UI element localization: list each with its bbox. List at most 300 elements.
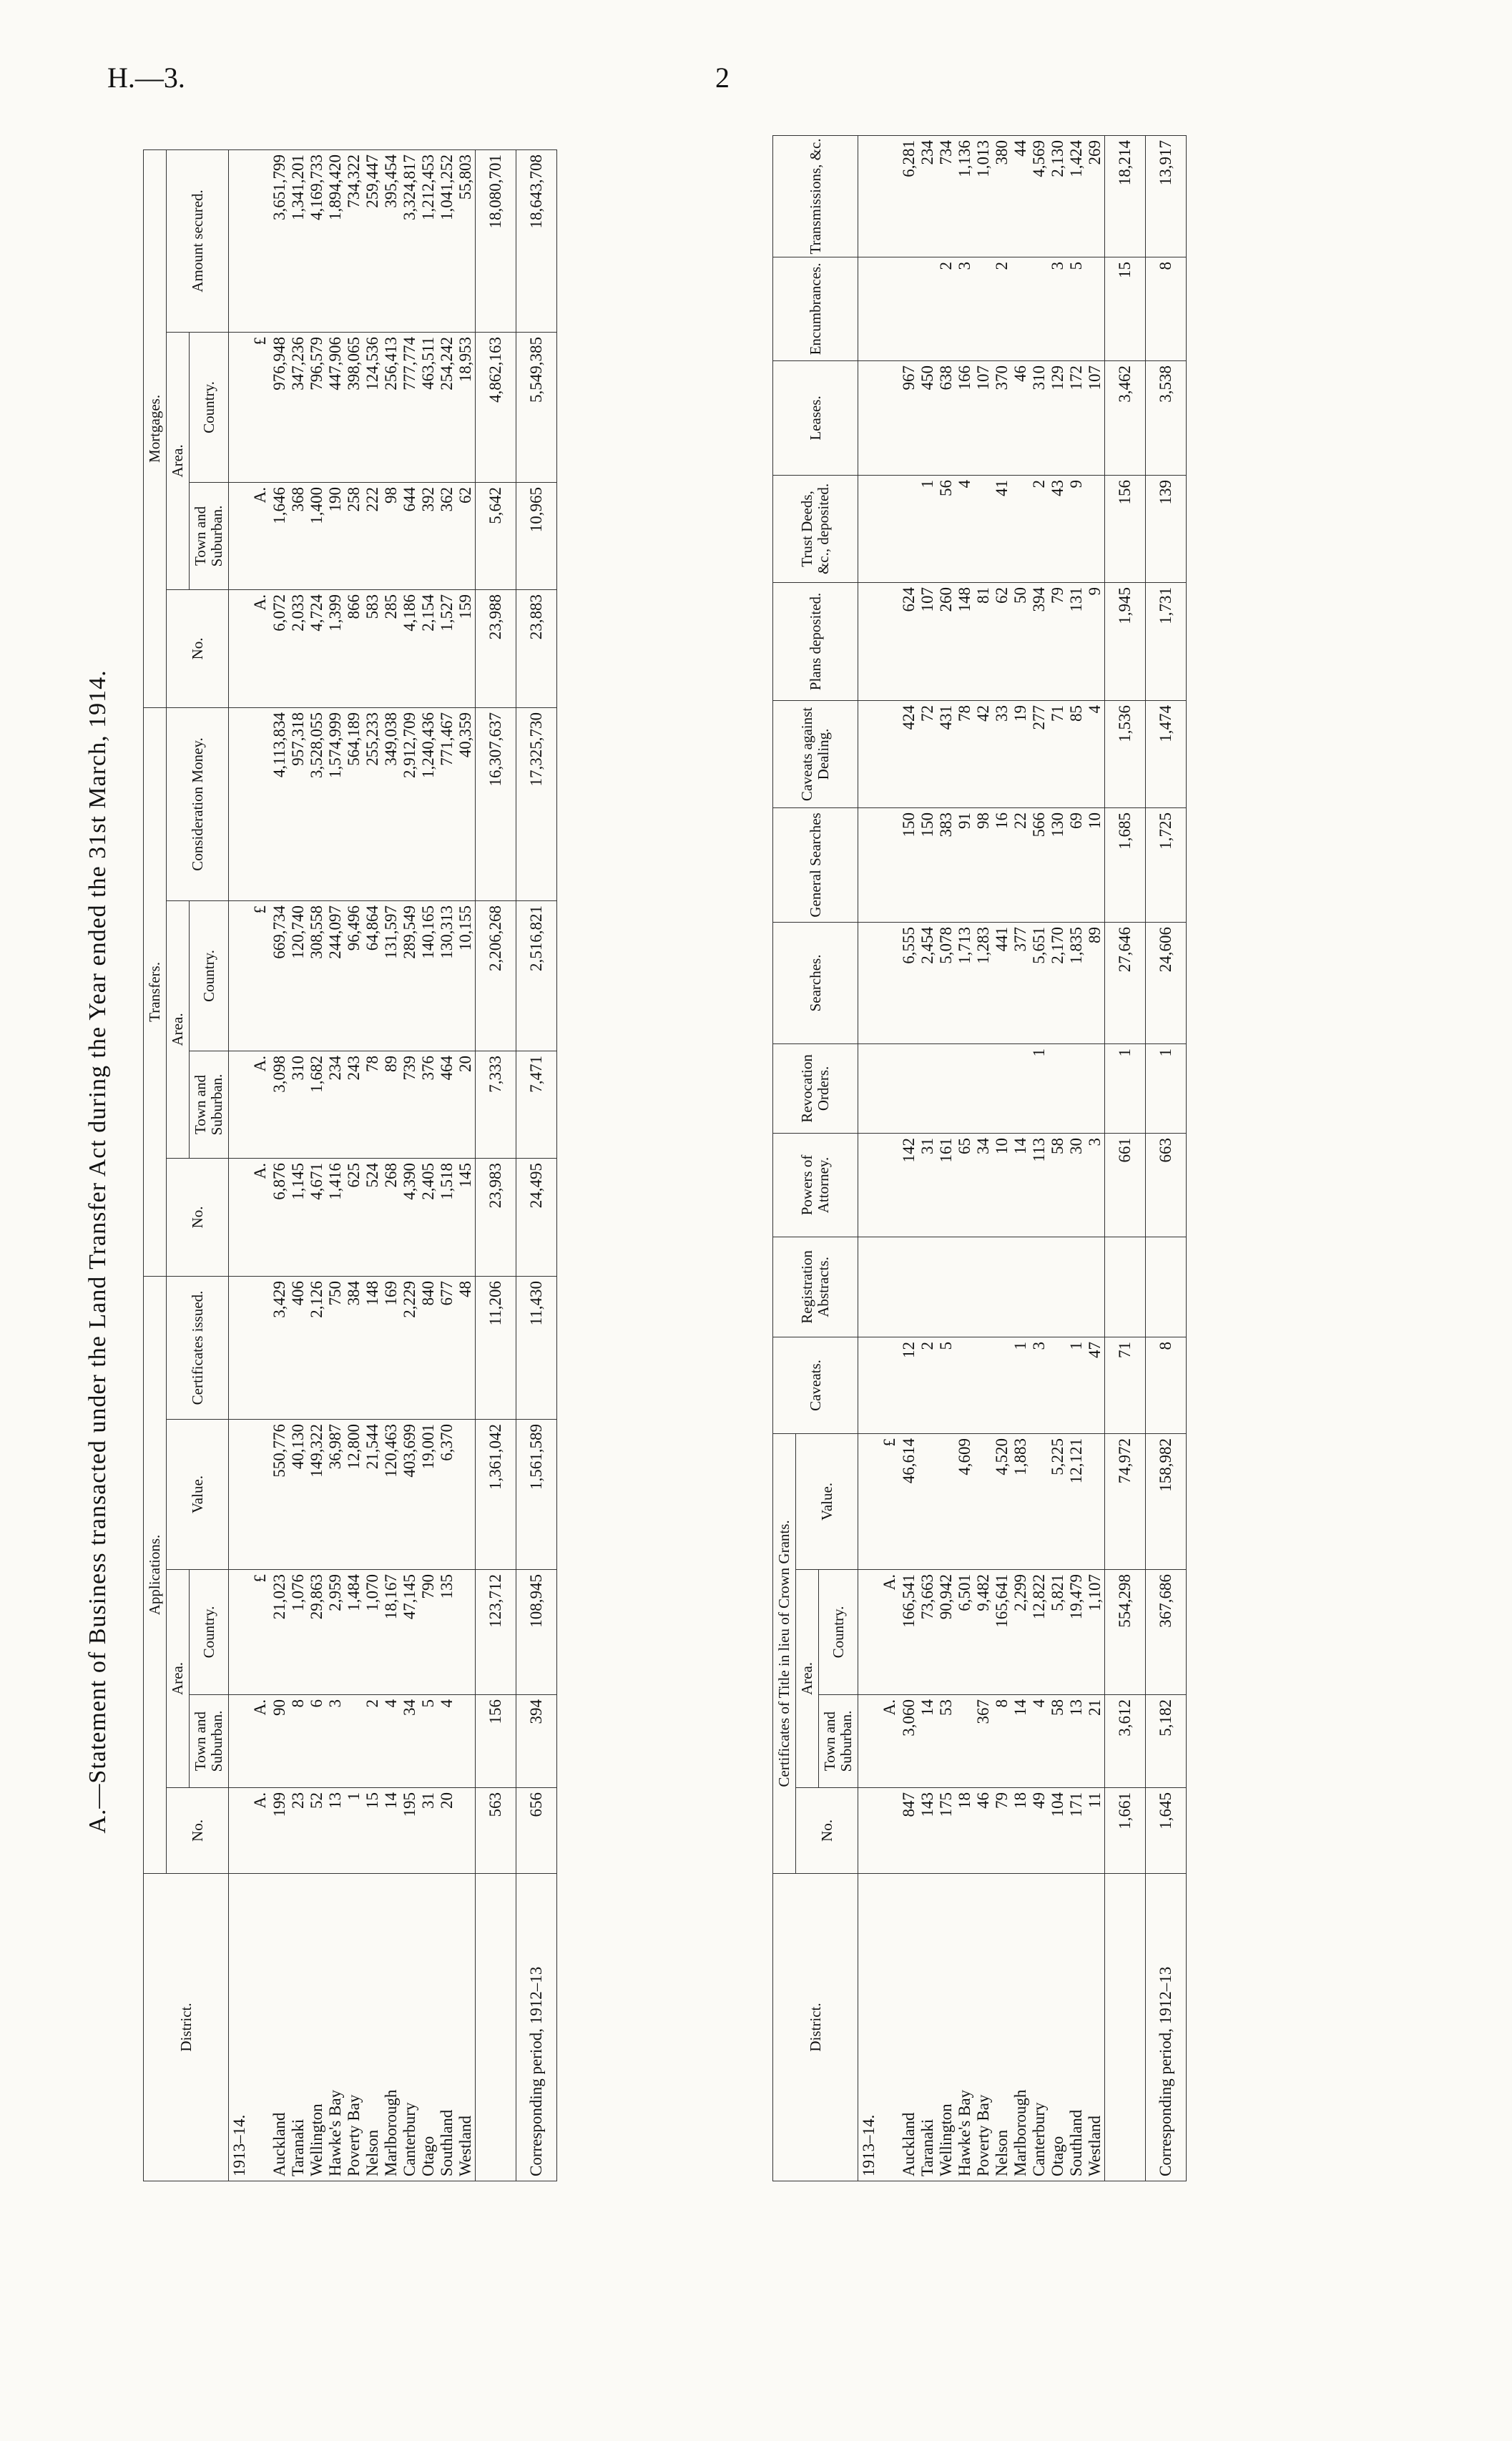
table-cell: 4 — [438, 1695, 456, 1788]
caveats-header: Caveats. — [773, 1337, 858, 1433]
table-cell — [229, 900, 251, 1051]
table-cell: 69 — [1067, 807, 1086, 922]
table-cell: 310 — [289, 1051, 308, 1158]
leases-header: Leases. — [773, 360, 858, 475]
table-cell — [1049, 1337, 1067, 1433]
table-cell: 5,225 — [1049, 1433, 1067, 1569]
table-cell — [993, 1237, 1011, 1337]
table-cell — [1086, 1433, 1105, 1569]
town-header: Town and Suburban. — [190, 1695, 229, 1788]
district-name: Poverty Bay — [345, 1874, 363, 2181]
district-name: Marlborough — [382, 1874, 401, 2181]
table-cell: 72 — [918, 700, 937, 807]
table-cell: 1,041,252 — [438, 149, 456, 332]
table-cell: 734 — [937, 135, 956, 257]
table-cell: 90 — [270, 1695, 289, 1788]
period-row — [858, 135, 880, 2181]
table-cell: 89 — [382, 1051, 401, 1158]
unit-cell — [250, 1420, 270, 1570]
no-header: No. — [167, 1158, 229, 1276]
total-cell: 4,862,163 — [476, 332, 516, 482]
table-cell: 190 — [326, 482, 345, 589]
general-searches-header: General Searches — [773, 807, 858, 922]
table-cell: 81 — [974, 582, 993, 700]
previous-period-row — [516, 149, 557, 2181]
district-name: Hawke's Bay — [326, 1874, 345, 2181]
table-cell: 40,130 — [289, 1420, 308, 1570]
table-cell: 398,065 — [345, 332, 363, 482]
district-name: Marlborough — [1011, 1874, 1030, 2181]
table-cell: 8 — [1146, 257, 1187, 360]
total-cell: 1,945 — [1105, 582, 1146, 700]
table-cell — [229, 1420, 251, 1570]
table-cell: 120,740 — [289, 900, 308, 1051]
table-cell: 750 — [326, 1276, 345, 1419]
table-cell: 656 — [516, 1788, 557, 1874]
table-cell: 222 — [363, 482, 382, 589]
table-cell: 71 — [1049, 700, 1067, 807]
district-name: Westland — [456, 1874, 476, 2181]
table-cell: 9 — [1067, 475, 1086, 582]
table-cell: 145 — [456, 1158, 476, 1276]
table-cell: 370 — [993, 360, 1011, 475]
table-row — [1049, 135, 1067, 2181]
crown-grants-header: Certificates of Title in lieu of Crown Grants. — [773, 1433, 796, 1873]
table-cell: 1,835 — [1067, 922, 1086, 1043]
table-cell — [937, 1043, 956, 1133]
table-cell: 2,170 — [1049, 922, 1067, 1043]
table-cell: 669,734 — [270, 900, 289, 1051]
table-cell: 107 — [974, 360, 993, 475]
table-cell: 677 — [438, 1276, 456, 1419]
table-cell — [229, 332, 251, 482]
total-cell: 123,712 — [476, 1570, 516, 1695]
table-cell: 166 — [956, 360, 974, 475]
table-cell: 20 — [438, 1788, 456, 1874]
unit-cell: A. — [250, 1788, 270, 1874]
total-cell: 16,307,637 — [476, 707, 516, 900]
previous-period-label: Corresponding period, 1912–13 — [516, 1874, 557, 2181]
table-cell: 18 — [1011, 1788, 1030, 1874]
table-cell: 89 — [1086, 922, 1105, 1043]
period-row — [229, 149, 251, 2181]
table-cell: 96,496 — [345, 900, 363, 1051]
table-cell: 79 — [1049, 582, 1067, 700]
unit-cell — [880, 135, 900, 257]
table-cell — [974, 475, 993, 582]
unit-cell — [880, 922, 900, 1043]
table-cell: 13,917 — [1146, 135, 1187, 257]
table-cell: 169 — [382, 1276, 401, 1419]
table-cell — [918, 257, 937, 360]
table-cell: 2,229 — [401, 1276, 419, 1419]
table-cell — [858, 257, 880, 360]
district-name: Taranaki — [289, 1874, 308, 2181]
table-cell — [1086, 1043, 1105, 1133]
table-cell: 78 — [363, 1051, 382, 1158]
table-row — [382, 149, 401, 2181]
table-cell: 3,098 — [270, 1051, 289, 1158]
area-header: Area. — [167, 1570, 190, 1788]
table-cell: 91 — [956, 807, 974, 922]
table-cell — [1105, 1874, 1146, 2181]
table-cell: 53 — [937, 1695, 956, 1788]
table-cell — [858, 1237, 880, 1337]
period-label: 1913–14. — [858, 1874, 880, 2181]
table-cell: 159 — [456, 589, 476, 707]
table-cell: 43 — [1049, 475, 1067, 582]
table-cell: 73,663 — [918, 1570, 937, 1695]
table-row — [326, 149, 345, 2181]
total-cell: 156 — [1105, 475, 1146, 582]
table-cell — [918, 1237, 937, 1337]
unit-cell — [880, 1133, 900, 1237]
table-cell: 1 — [1011, 1337, 1030, 1433]
plans-deposited-header: Plans deposited. — [773, 582, 858, 700]
table-cell: 4,671 — [308, 1158, 326, 1276]
table-cell: 2,912,709 — [401, 707, 419, 900]
table-cell: 13 — [326, 1788, 345, 1874]
table-row — [1011, 135, 1030, 2181]
district-name: Southland — [1067, 1874, 1086, 2181]
table-row — [993, 135, 1011, 2181]
table-cell: 16 — [993, 807, 1011, 922]
unit-cell — [880, 360, 900, 475]
table-row — [937, 135, 956, 2181]
table-row — [956, 135, 974, 2181]
district-header: District. — [144, 1874, 229, 2181]
table-cell — [1049, 1237, 1067, 1337]
table-cell — [900, 1043, 918, 1133]
table-cell: 3,060 — [900, 1695, 918, 1788]
table-cell: 55,803 — [456, 149, 476, 332]
table-cell: 1,527 — [438, 589, 456, 707]
table-row — [900, 135, 918, 2181]
certificates-table — [772, 135, 1187, 2181]
table-cell: 150 — [900, 807, 918, 922]
transmissions-header: Transmissions, &c. — [773, 135, 858, 257]
table-cell: 1,399 — [326, 589, 345, 707]
table-cell — [1030, 257, 1049, 360]
table-row — [974, 135, 993, 2181]
table-cell: 403,699 — [401, 1420, 419, 1570]
table-cell: 18,953 — [456, 332, 476, 482]
table-cell: 98 — [382, 482, 401, 589]
country-header: Country. — [190, 1570, 229, 1695]
table-cell: 376 — [419, 1051, 438, 1158]
table-cell: 1 — [1067, 1337, 1086, 1433]
table-cell: 4 — [1030, 1695, 1049, 1788]
table-cell — [456, 1570, 476, 1695]
table-cell: 1,713 — [956, 922, 974, 1043]
table-cell: 4,609 — [956, 1433, 974, 1569]
table-cell: 47 — [1086, 1337, 1105, 1433]
table-cell: 6 — [308, 1695, 326, 1788]
total-cell: 11,206 — [476, 1276, 516, 1419]
table-cell: 2,454 — [918, 922, 937, 1043]
table-cell — [880, 1874, 900, 2181]
total-cell: 15 — [1105, 257, 1146, 360]
table-cell — [1011, 1237, 1030, 1337]
table-cell — [858, 475, 880, 582]
table-cell: 108,945 — [516, 1570, 557, 1695]
table-row — [419, 149, 438, 2181]
table-cell: 424 — [900, 700, 918, 807]
area-header: Area. — [796, 1570, 819, 1788]
table-cell: 199 — [270, 1788, 289, 1874]
table-cell — [858, 1337, 880, 1433]
table-cell — [229, 1158, 251, 1276]
unit-cell: A. — [250, 1695, 270, 1788]
table-cell: 394 — [1030, 582, 1049, 700]
total-cell: 1,661 — [1105, 1788, 1146, 1874]
table-cell: 107 — [918, 582, 937, 700]
unit-cell — [880, 700, 900, 807]
table-cell: 148 — [956, 582, 974, 700]
table-cell: 11 — [1086, 1788, 1105, 1874]
table-cell — [1086, 257, 1105, 360]
no-header: No. — [796, 1788, 858, 1874]
table-cell — [858, 1695, 880, 1788]
table-row — [401, 149, 419, 2181]
table-cell — [1146, 1237, 1187, 1337]
table-cell: 21,544 — [363, 1420, 382, 1570]
table-row — [438, 149, 456, 2181]
no-header: No. — [167, 1788, 229, 1874]
value-header: Value. — [796, 1433, 858, 1569]
unit-cell — [250, 149, 270, 332]
table-cell: 840 — [419, 1276, 438, 1419]
table-cell: 1,645 — [1146, 1788, 1187, 1874]
country-header: Country. — [190, 900, 229, 1051]
town-header: Town and Suburban. — [190, 1051, 229, 1158]
table-cell: 1,416 — [326, 1158, 345, 1276]
table-cell: 19 — [1011, 700, 1030, 807]
table-cell: 8 — [289, 1695, 308, 1788]
table-cell: 1 — [918, 475, 937, 582]
table-row — [1067, 135, 1086, 2181]
table-cell: 1,883 — [1011, 1433, 1030, 1569]
district-name: Auckland — [270, 1874, 289, 2181]
table-cell — [974, 1337, 993, 1433]
table-cell — [1011, 1043, 1030, 1133]
consideration-header: Consideration Money. — [167, 707, 229, 900]
table-cell — [974, 257, 993, 360]
table-cell: 463,511 — [419, 332, 438, 482]
table-cell: 450 — [918, 360, 937, 475]
table-cell: 1 — [345, 1788, 363, 1874]
table-cell: 56 — [937, 475, 956, 582]
area-header: Area. — [167, 332, 190, 589]
table-cell: 1,682 — [308, 1051, 326, 1158]
table-cell: 258 — [345, 482, 363, 589]
searches-header: Searches. — [773, 922, 858, 1043]
table-cell — [229, 589, 251, 707]
district-name: Wellington — [937, 1874, 956, 2181]
district-name: Canterbury — [401, 1874, 419, 2181]
table-cell — [250, 1874, 270, 2181]
district-name: Otago — [1049, 1874, 1067, 2181]
total-cell: 3,462 — [1105, 360, 1146, 475]
table-cell: 20 — [456, 1051, 476, 1158]
table-cell: 21,023 — [270, 1570, 289, 1695]
table-cell — [956, 1043, 974, 1133]
table-cell: 10 — [1086, 807, 1105, 922]
table-row — [363, 149, 382, 2181]
unit-cell: A. — [880, 1695, 900, 1788]
table-cell: 277 — [1030, 700, 1049, 807]
total-cell: 18,214 — [1105, 135, 1146, 257]
table-cell: 1,646 — [270, 482, 289, 589]
table-cell: 98 — [974, 807, 993, 922]
table-cell: 377 — [1011, 922, 1030, 1043]
table-cell: 24,606 — [1146, 922, 1187, 1043]
table-cell: 9 — [1086, 582, 1105, 700]
table-cell — [956, 1695, 974, 1788]
page-reference: H.—3. — [107, 62, 185, 94]
table-cell: 583 — [363, 589, 382, 707]
table-cell — [900, 1237, 918, 1337]
district-name: Hawke's Bay — [956, 1874, 974, 2181]
unit-cell — [880, 807, 900, 922]
total-cell: 156 — [476, 1695, 516, 1788]
table-body — [858, 135, 1187, 2181]
table-cell: 4,724 — [308, 589, 326, 707]
encumbrances-header: Encumbrances. — [773, 257, 858, 360]
table-cell: 431 — [937, 700, 956, 807]
table-cell: 269 — [1086, 135, 1105, 257]
table-cell: 392 — [419, 482, 438, 589]
table-cell: 14 — [1011, 1133, 1030, 1237]
table-cell: 48 — [456, 1276, 476, 1419]
unit-cell — [880, 582, 900, 700]
table-cell: 790 — [419, 1570, 438, 1695]
table-cell: 447,906 — [326, 332, 345, 482]
table-cell: 347,236 — [289, 332, 308, 482]
table-cell: 310 — [1030, 360, 1049, 475]
table-cell: 46,614 — [900, 1433, 918, 1569]
table-cell: 12 — [900, 1337, 918, 1433]
table-cell: 3 — [1030, 1337, 1049, 1433]
table-cell: 2,126 — [308, 1276, 326, 1419]
table-cell: 4 — [956, 475, 974, 582]
table-cell: 42 — [974, 700, 993, 807]
table-cell: 23 — [289, 1788, 308, 1874]
table-cell: 967 — [900, 360, 918, 475]
table-cell: 52 — [308, 1788, 326, 1874]
table-cell: 255,233 — [363, 707, 382, 900]
table-cell: 256,413 — [382, 332, 401, 482]
total-cell: 18,080,701 — [476, 149, 516, 332]
table-cell — [974, 1043, 993, 1133]
no-header: No. — [167, 589, 229, 707]
table-cell: 4 — [1086, 700, 1105, 807]
table-cell: 130,313 — [438, 900, 456, 1051]
table-cell: 308,558 — [308, 900, 326, 1051]
table-cell: 34 — [401, 1695, 419, 1788]
table-cell: 165,641 — [993, 1570, 1011, 1695]
table-cell — [858, 1043, 880, 1133]
table-cell: 4,390 — [401, 1158, 419, 1276]
table-cell: 1,561,589 — [516, 1420, 557, 1570]
total-cell: 23,988 — [476, 589, 516, 707]
table-cell: 2,299 — [1011, 1570, 1030, 1695]
table-cell: 362 — [438, 482, 456, 589]
table-cell: 1 — [1030, 1043, 1049, 1133]
unit-cell — [880, 1237, 900, 1337]
table-cell: 1,070 — [363, 1570, 382, 1695]
table-cell: 394 — [516, 1695, 557, 1788]
value-header: Value. — [167, 1420, 229, 1570]
unit-cell — [880, 1043, 900, 1133]
unit-cell: A. — [250, 1051, 270, 1158]
table-cell — [345, 1695, 363, 1788]
table-cell: 1,894,420 — [326, 149, 345, 332]
table-cell: 131,597 — [382, 900, 401, 1051]
table-cell — [1030, 1237, 1049, 1337]
table-cell: 139 — [1146, 475, 1187, 582]
total-row — [476, 149, 516, 2181]
table-cell: 3,651,799 — [270, 149, 289, 332]
unit-cell: A. — [250, 589, 270, 707]
table-cell: 113 — [1030, 1133, 1049, 1237]
table-cell — [456, 1420, 476, 1570]
table-cell: 734,322 — [345, 149, 363, 332]
table-row — [456, 149, 476, 2181]
table-cell: 8 — [993, 1695, 1011, 1788]
table-cell: 31 — [419, 1788, 438, 1874]
table-cell: 1,518 — [438, 1158, 456, 1276]
table-cell: 3,538 — [1146, 360, 1187, 475]
table-cell: 285 — [382, 589, 401, 707]
table-cell: 254,242 — [438, 332, 456, 482]
total-cell: 7,333 — [476, 1051, 516, 1158]
table-cell: 14 — [382, 1788, 401, 1874]
unit-cell: £ — [250, 1570, 270, 1695]
table-cell: 18 — [956, 1788, 974, 1874]
table-cell: 1,283 — [974, 922, 993, 1043]
table-cell: 2,154 — [419, 589, 438, 707]
table-cell: 161 — [937, 1133, 956, 1237]
table-cell: 6,281 — [900, 135, 918, 257]
table-cell: 130 — [1049, 807, 1067, 922]
table-cell: 367,686 — [1146, 1570, 1187, 1695]
units-row — [250, 149, 270, 2181]
table-cell: 58 — [1049, 1133, 1067, 1237]
table-cell: 47,145 — [401, 1570, 419, 1695]
table-cell: 78 — [956, 700, 974, 807]
table-cell: 4,113,834 — [270, 707, 289, 900]
table-cell — [1011, 257, 1030, 360]
table-cell: 6,501 — [956, 1570, 974, 1695]
table-body — [229, 149, 557, 2181]
table-cell — [858, 700, 880, 807]
table-cell: 31 — [918, 1133, 937, 1237]
table-cell — [993, 1337, 1011, 1433]
table-cell: 866 — [345, 589, 363, 707]
table-cell: 172 — [1067, 360, 1086, 475]
caveats-dealing-header: Caveats against Dealing. — [773, 700, 858, 807]
table-cell — [476, 1874, 516, 2181]
table-cell: 4 — [382, 1695, 401, 1788]
table-cell — [229, 1570, 251, 1695]
table-cell: 19,001 — [419, 1420, 438, 1570]
unit-cell — [880, 1337, 900, 1433]
table-cell: 124,536 — [363, 332, 382, 482]
table-cell: 1,341,201 — [289, 149, 308, 332]
certificates-header: Certificates issued. — [167, 1276, 229, 1419]
table-cell: 234 — [326, 1051, 345, 1158]
